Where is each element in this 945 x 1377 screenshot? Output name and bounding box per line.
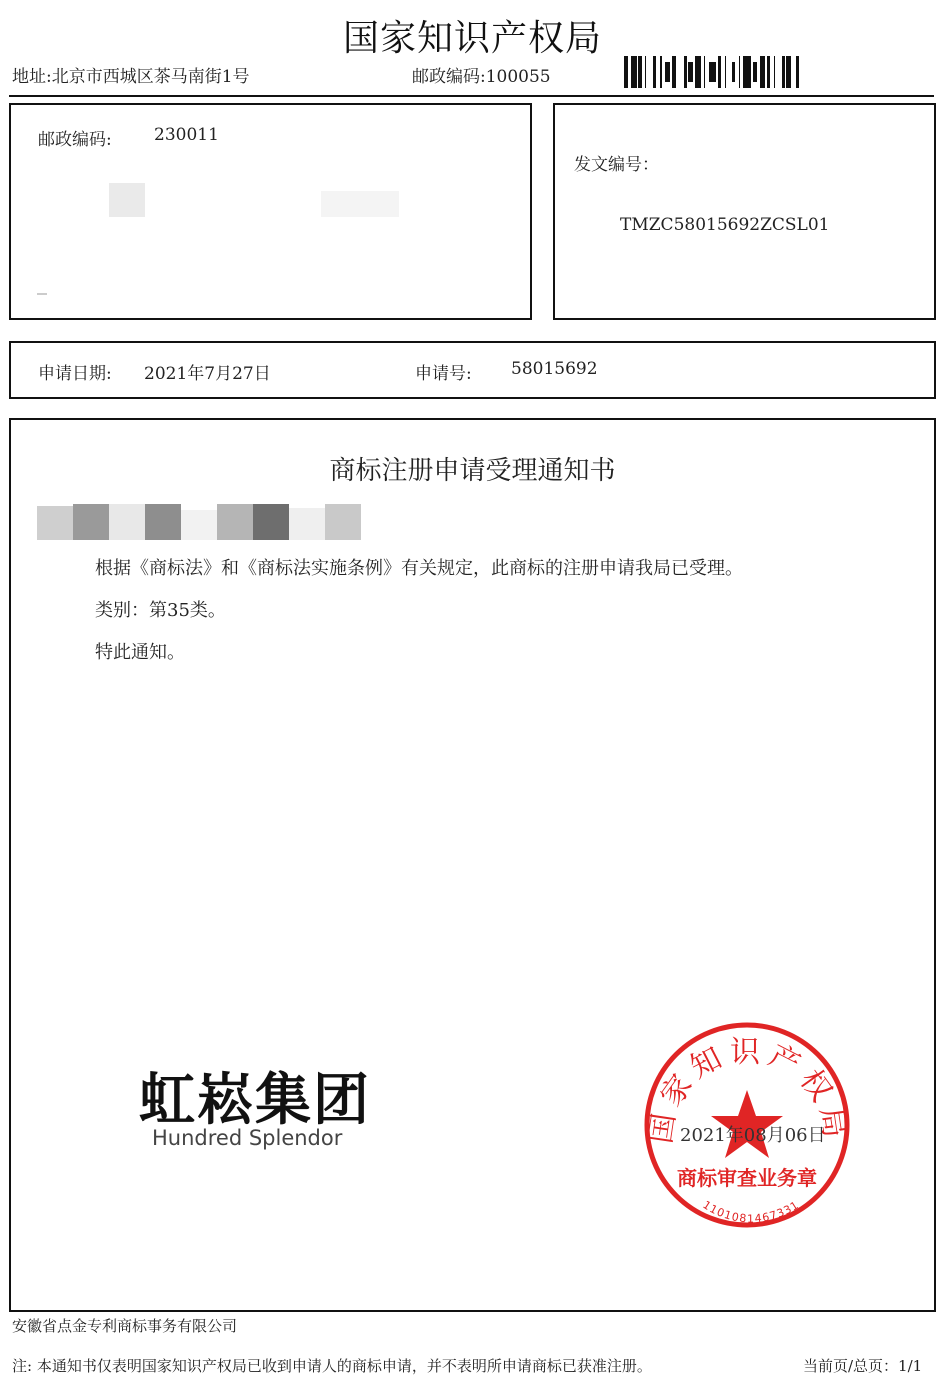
document-number-box (553, 103, 936, 320)
office-address: 地址:北京市西城区茶马南街1号 (12, 67, 250, 87)
page-indicator: 当前页/总页：1/1 (803, 1357, 923, 1375)
office-title: 国家知识产权局 (342, 18, 602, 59)
redacted-block (321, 191, 399, 217)
document-number-label: 发文编号： (574, 155, 659, 175)
recipient-postcode-value: 230011 (154, 125, 219, 145)
footer-note: 注: 本通知书仅表明国家知识产权局已收到申请人的商标申请，并不表明所申请商标已获准注册。 (12, 1357, 652, 1375)
barcode (624, 56, 930, 88)
application-info-box (9, 341, 936, 399)
recipient-box (9, 103, 532, 320)
application-date-label: 申请日期: (38, 364, 112, 384)
redacted-block (109, 183, 145, 217)
brand-logo-english: Hundred Splendor (152, 1126, 343, 1150)
notice-closing: 特此通知。 (95, 642, 185, 663)
header-rule (9, 95, 934, 97)
office-postcode: 邮政编码:100055 (412, 67, 551, 87)
notice-paragraph: 根据《商标法》和《商标法实施条例》有关规定，此商标的注册申请我局已受理。 (95, 558, 743, 579)
redacted-applicant-name (37, 504, 377, 540)
redacted-block (37, 293, 47, 295)
application-number-label: 申请号: (415, 364, 472, 384)
application-number-value: 58015692 (511, 359, 598, 379)
recipient-postcode-label: 邮政编码: (38, 130, 112, 150)
brand-logo-chinese: 虹崧集团 (139, 1068, 371, 1133)
issue-date: 2021年08月06日 (680, 1125, 826, 1146)
document-number-value: TMZC58015692ZCSL01 (620, 215, 830, 235)
seal-number: 1101081467331 (700, 1198, 802, 1226)
seal-top-text: 国家知识产权局 (643, 1034, 852, 1146)
notice-category: 类别：第35类。 (95, 600, 226, 621)
notice-title: 商标注册申请受理通知书 (329, 456, 616, 486)
agency-name: 安徽省点金专利商标事务有限公司 (12, 1317, 238, 1335)
application-date-value: 2021年7月27日 (144, 364, 271, 384)
seal-bottom-text: 商标审查业务章 (677, 1166, 817, 1190)
